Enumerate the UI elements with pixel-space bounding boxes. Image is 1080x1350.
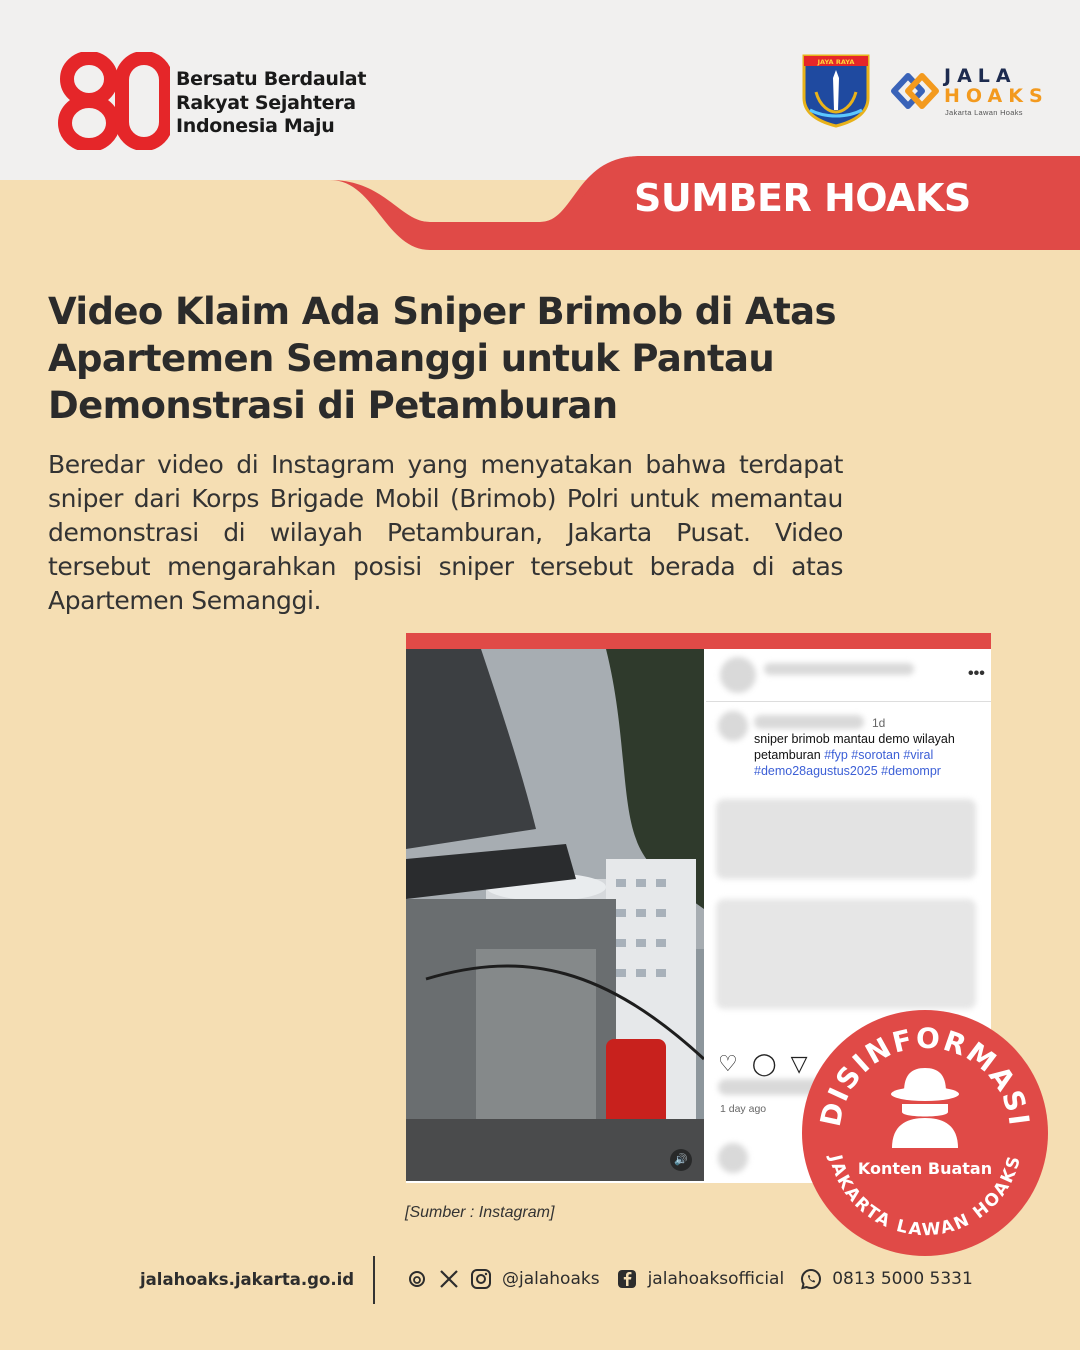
post-actions: [718, 1051, 808, 1077]
whatsapp-icon[interactable]: [800, 1268, 822, 1290]
disinformasi-stamp: [800, 1008, 1050, 1258]
source-caption: [Sumber : Instagram]: [405, 1204, 555, 1221]
screenshot-top-bar: [406, 633, 991, 649]
jakarta-emblem-icon: [800, 52, 872, 128]
article-title: Video Klaim Ada Sniper Brimob di Atas Apartemen Semanggi untuk Pantau Demonstrasi di Petamburan: [48, 290, 836, 427]
slogan-line: Indonesia Maju: [176, 115, 335, 137]
comment-icon[interactable]: ◯: [751, 1051, 777, 1076]
brand-tagline: Jakarta Lawan Hoaks: [945, 108, 1023, 117]
social-handle[interactable]: @jalahoaks: [502, 1269, 600, 1289]
svg-text:JAYA RAYA: JAYA RAYA: [817, 58, 855, 66]
caption-hashtags[interactable]: #fyp #sorotan #viral #demo28agustus2025 #demompr: [754, 748, 941, 778]
divider: [706, 701, 991, 702]
avatar: [720, 657, 756, 693]
footer-divider: [373, 1256, 375, 1304]
username-blurred: [764, 663, 914, 675]
comment-blurred: [716, 899, 976, 1009]
post-caption: [754, 731, 979, 779]
like-icon[interactable]: ♡: [718, 1051, 738, 1076]
anniversary-80-logo: [58, 52, 170, 150]
commenter-avatar: [718, 711, 748, 741]
volume-icon[interactable]: 🔊: [670, 1149, 692, 1171]
whatsapp-number[interactable]: 0813 5000 5331: [832, 1269, 973, 1289]
stamp-bottom-text: JAKARTA LAWAN HOAKS: [824, 1152, 1026, 1241]
banner-label: SUMBER HOAKS: [634, 176, 971, 220]
facebook-handle[interactable]: jalahoaksofficial: [647, 1269, 785, 1289]
brand-name-bottom: HOAKS: [944, 85, 1049, 107]
video-scene-image: [406, 649, 704, 1181]
more-options-icon[interactable]: •••: [968, 665, 985, 682]
stamp-top-text: DISINFORMASI: [813, 1021, 1036, 1130]
viewer-avatar: [718, 1143, 748, 1173]
threads-icon[interactable]: [406, 1268, 428, 1290]
jala-hoaks-wordmark: [944, 66, 1049, 106]
x-icon[interactable]: [438, 1268, 460, 1290]
caption-text: sniper brimob mantau demo wilayah petamburan: [754, 732, 955, 762]
slogan-line: Rakyat Sejahtera: [176, 91, 356, 114]
slogan: [176, 68, 366, 139]
facebook-icon[interactable]: [616, 1268, 638, 1290]
caption-username-blurred: [754, 715, 864, 729]
instagram-icon[interactable]: [470, 1268, 492, 1290]
stamp-middle-text: Konten Buatan: [857, 1159, 993, 1178]
article-body: Beredar video di Instagram yang menyatakan bahwa terdapat sniper dari Korps Brigade Mobil (Brimob) Polri untuk memantau demonstrasi di wilayah Petamburan, Jakarta Pusat. Video tersebut mengarahkan posisi sniper tersebut berada di atas Apartemen Semanggi.: [48, 450, 843, 615]
share-icon[interactable]: ▽: [790, 1051, 808, 1076]
website-link[interactable]: jalahoaks.jakarta.go.id: [140, 1270, 355, 1289]
video-frame: [406, 649, 704, 1181]
brand-name-top: JALA: [944, 65, 1017, 87]
comment-blurred: [716, 799, 976, 879]
social-links: [406, 1268, 973, 1290]
jala-hoaks-logo-icon: [888, 66, 942, 116]
svg-text:80: 80: [58, 52, 60, 53]
slogan-line: Bersatu Berdaulat: [176, 68, 367, 90]
post-age: 1d: [872, 716, 886, 730]
post-date: 1 day ago: [720, 1103, 767, 1115]
